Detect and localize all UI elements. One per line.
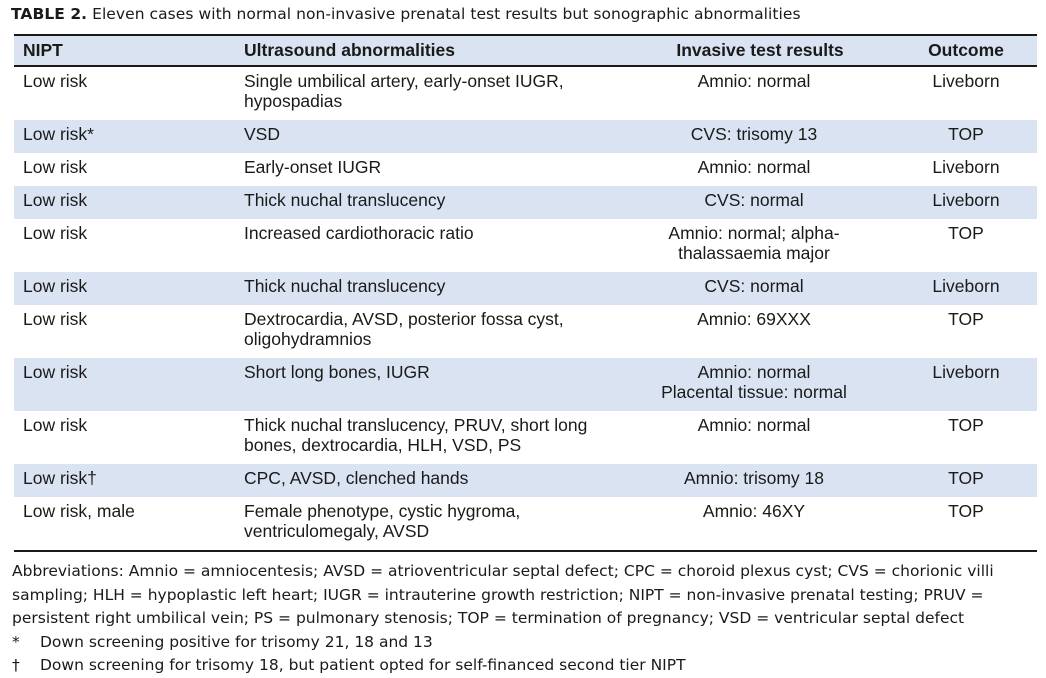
- cell-outcome: Liveborn: [932, 157, 1000, 177]
- table-row: [14, 272, 1037, 305]
- cell-outcome: TOP: [948, 415, 984, 435]
- cell-ultrasound: [235, 272, 625, 305]
- cell-line: Thick nuchal translucency: [244, 276, 446, 296]
- cell-nipt: Low risk*: [23, 124, 94, 144]
- cell-nipt: Low risk: [23, 362, 88, 382]
- table-row: [14, 153, 1037, 186]
- cell-outcome: Liveborn: [932, 190, 1000, 210]
- cell-outcome: TOP: [948, 309, 984, 329]
- footnote-mark: *: [12, 632, 20, 651]
- cell-invasive: [625, 464, 895, 497]
- cell-ultrasound: [235, 153, 625, 186]
- cell-outcome: TOP: [948, 124, 984, 144]
- header-invasive: Invasive test results: [676, 40, 844, 60]
- cell-line: Amnio: trisomy 18: [683, 468, 825, 488]
- cell-line: CVS: trisomy 13: [690, 124, 818, 144]
- cell-ultrasound: [235, 66, 625, 120]
- cell-line: CVS: normal: [704, 276, 804, 296]
- cell-ultrasound: [235, 464, 625, 497]
- cell-line: ventriculomegaly, AVSD: [244, 521, 430, 541]
- table-notes: [12, 560, 1038, 678]
- cell-outcome: Liveborn: [932, 276, 1000, 296]
- cell-line: CPC, AVSD, clenched hands: [244, 468, 469, 488]
- header-nipt: NIPT: [23, 40, 63, 60]
- table-title: Eleven cases with normal non-invasive prenatal test results but sonographic abnormalities: [92, 5, 801, 23]
- header-ultrasound: Ultrasound abnormalities: [244, 40, 456, 60]
- cell-ultrasound: [235, 186, 625, 219]
- cell-outcome: Liveborn: [932, 71, 1000, 91]
- cell-nipt: Low risk: [23, 276, 88, 296]
- cell-outcome: TOP: [948, 223, 984, 243]
- results-table: [14, 34, 1037, 552]
- cell-line: thalassaemia major: [678, 243, 830, 263]
- table-row: [14, 497, 1037, 551]
- table-row: [14, 120, 1037, 153]
- cell-line: Amnio: normal; alpha-: [668, 223, 840, 243]
- footnote-text: Down screening for trisomy 18, but patient opted for self-financed second tier NIPT: [40, 656, 686, 674]
- cell-invasive: [625, 186, 895, 219]
- table-row: [14, 464, 1037, 497]
- table-row: [14, 66, 1037, 120]
- footnote-text: Down screening positive for trisomy 21, 18 and 13: [40, 632, 433, 651]
- cell-line: Female phenotype, cystic hygroma,: [244, 501, 521, 521]
- cell-invasive: [625, 358, 895, 411]
- cell-outcome: TOP: [948, 468, 984, 488]
- cell-line: Dextrocardia, AVSD, posterior fossa cyst,: [244, 309, 564, 329]
- cell-line: bones, dextrocardia, HLH, VSD, PS: [244, 435, 522, 455]
- cell-nipt: Low risk: [23, 415, 88, 435]
- cell-ultrasound: [235, 120, 625, 153]
- cell-line: CVS: normal: [704, 190, 804, 210]
- cell-line: Amnio: normal: [697, 71, 811, 91]
- table-row: [14, 411, 1037, 464]
- table-row: [14, 305, 1037, 358]
- cell-nipt: Low risk: [23, 223, 88, 243]
- footnote-mark: †: [12, 656, 20, 674]
- cell-invasive: [625, 411, 895, 464]
- abbreviations-line: Abbreviations: Amnio = amniocentesis; AVSD = atrioventricular septal defect; CPC = choroid plexus cyst; CVS = chorionic villi: [12, 562, 994, 580]
- cell-outcome: Liveborn: [932, 362, 1000, 382]
- table-caption: [11, 5, 801, 23]
- cell-nipt: Low risk†: [23, 468, 97, 488]
- cell-nipt: Low risk: [23, 190, 88, 210]
- abbreviations-line: persistent right umbilical vein; PS = pulmonary stenosis; TOP = termination of pregnancy; VSD = ventricular septal defect: [12, 609, 965, 627]
- cell-line: Amnio: normal: [697, 415, 811, 435]
- cell-line: Amnio: 69XXX: [697, 309, 811, 329]
- cell-line: Placental tissue: normal: [661, 382, 847, 402]
- cell-outcome: TOP: [948, 501, 984, 521]
- cell-invasive: [625, 497, 895, 551]
- cell-line: Thick nuchal translucency, PRUV, short long: [244, 415, 588, 435]
- cell-line: Amnio: normal: [697, 157, 811, 177]
- cell-line: Single umbilical artery, early-onset IUGR,: [244, 71, 564, 91]
- cell-line: Amnio: 46XY: [702, 501, 806, 521]
- cell-nipt: Low risk: [23, 157, 88, 177]
- table-row: [14, 358, 1037, 411]
- cell-nipt: Low risk, male: [23, 501, 135, 521]
- cell-ultrasound: [235, 411, 625, 464]
- cell-ultrasound: [235, 305, 625, 358]
- cell-invasive: [625, 272, 895, 305]
- cell-invasive: [625, 305, 895, 358]
- cell-invasive: [625, 219, 895, 272]
- cell-nipt: Low risk: [23, 309, 88, 329]
- footnote: [12, 654, 1038, 678]
- footnote: [12, 631, 1038, 655]
- cell-nipt: Low risk: [23, 71, 88, 91]
- cell-line: VSD: [244, 124, 280, 144]
- table-header-row: [14, 35, 1037, 66]
- cell-invasive: [625, 120, 895, 153]
- cell-invasive: [625, 153, 895, 186]
- cell-line: oligohydramnios: [244, 329, 372, 349]
- table-row: [14, 186, 1037, 219]
- cell-line: Early-onset IUGR: [244, 157, 382, 177]
- cell-ultrasound: [235, 497, 625, 551]
- cell-line: Thick nuchal translucency: [244, 190, 446, 210]
- cell-line: Increased cardiothoracic ratio: [244, 223, 474, 243]
- cell-ultrasound: [235, 219, 625, 272]
- table-row: [14, 219, 1037, 272]
- cell-line: hypospadias: [244, 91, 343, 111]
- cell-line: Short long bones, IUGR: [244, 362, 430, 382]
- cell-line: Amnio: normal: [697, 362, 811, 382]
- abbreviations-line: sampling; HLH = hypoplastic left heart; IUGR = intrauterine growth restriction; NIPT = non-invasive prenatal testing; PRUV =: [12, 585, 984, 604]
- cell-invasive: [625, 66, 895, 120]
- table-number: TABLE 2.: [11, 5, 88, 23]
- cell-ultrasound: [235, 358, 625, 411]
- header-outcome: Outcome: [928, 40, 1004, 60]
